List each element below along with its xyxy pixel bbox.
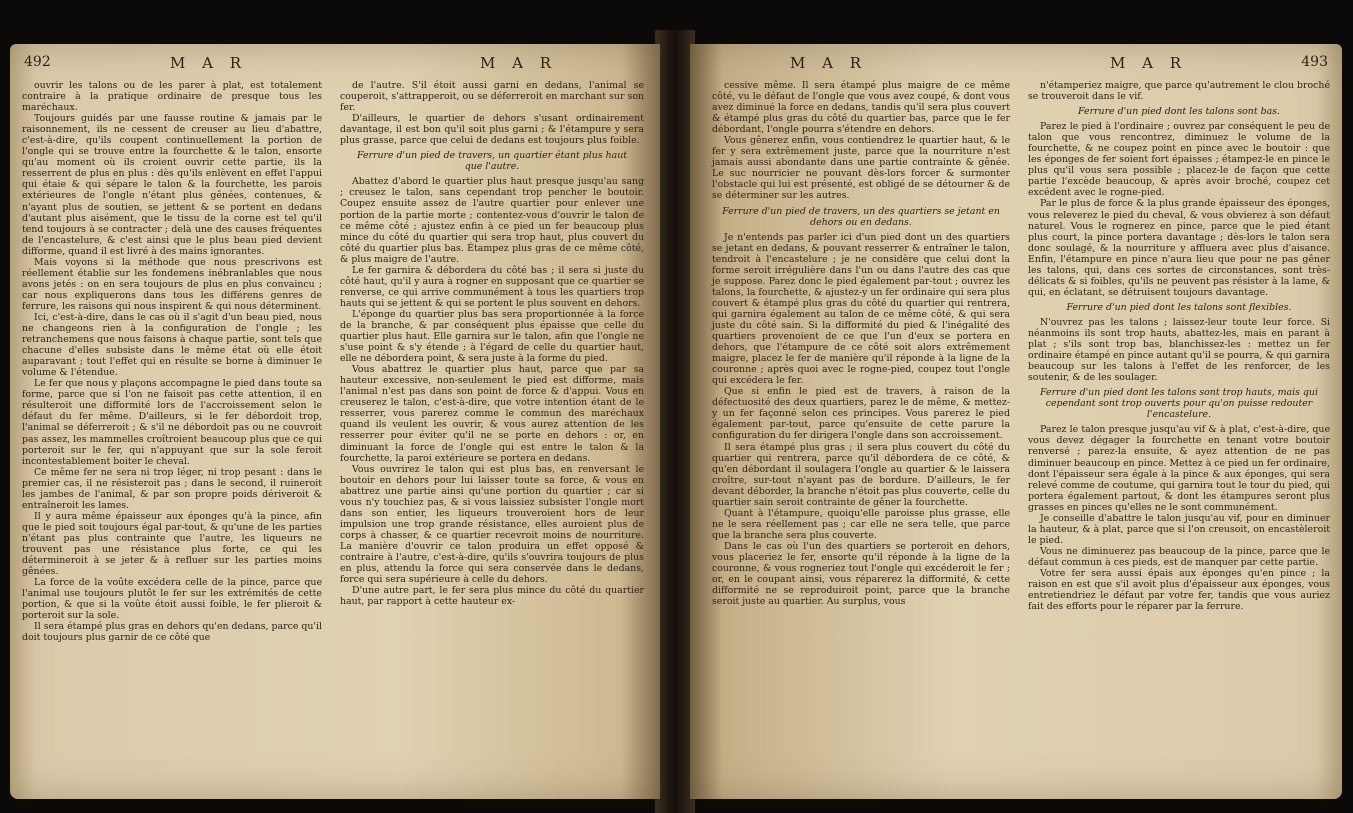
paragraph: Abattez d'abord le quartier plus haut presque jusqu'au sang ; creusez le talon, sans cependant trop pencher le boutoir. Coupez ensuite assez de l'autre quartier pour enlever une portion de la partie morte ; contentez-vous d'ouvrir le talon de ce même côté ; ajustez enfin à ce pied un fer beaucoup plus mince du côté du quartier qui sera trop haut, plus couvert du côté du quartier plus bas. Étampez plus gras de ce même côté, & plus maigre de l'autre.: [340, 176, 644, 265]
running-head: M A R: [480, 54, 558, 72]
section-heading: Ferrure d'un pied dont les talons sont bas.: [1078, 106, 1280, 118]
right-page: [690, 44, 1342, 799]
paragraph: Vous gênerez enfin, vous contiendrez le quartier haut, & le fer y sera extrêmement juste, parce que la nourriture n'est jamais aussi abondante dans une partie contrainte & gênée. Le suc nourricier ne pouvant dès-lors forcer & surmonter l'obstacle qui lui est présenté, est obligé de se détourner & de se déterminer sur les autres.: [712, 135, 1010, 202]
paragraph: L'éponge du quartier plus bas sera proportionnée à la force de la branche, & par conséquent plus épaisse que celle du quartier plus haut. Elle garnira sur le talon, afin que l'ongle ne s'use point & s'y étende ; à l'égard de celle du quartier haut, elle ne débordera point, & sera juste à la forme du pied.: [340, 308, 644, 365]
text-column-1: [712, 80, 1010, 607]
paragraph: Vous ouvrirez le talon qui est plus bas, en renversant le boutoir en dehors pour lui laisser toute sa force, & vous en abattrez une partie ainsi qu'une portion du quartier ; car si vous n'y touchiez pas, & si vous laissiez subsister l'ongle mort dans son entier, les liqueurs trouveroient hors de leur impulsion une trop grande résistance, elles auroient plus de corps à chasser, & ce quartier recevroit moins de nourriture. La manière d'ouvrir ce talon produira un effet opposé & contraire à l'autre, c'est-à-dire, qu'ils s'ouvrira toujours de plus en plus, attendu la force qui sera conservée dans le dedans, force qui sera supérieure à celle du dehors.: [340, 463, 644, 586]
paragraph: Le fer garnira & débordera du côté bas ; il sera si juste du côté haut, qu'il y aura à rogner en supposant que ce quartier se renverse, ce qui arrive communément à tous les quartiers trop hauts qui se jettent & qui se portent le plus souvent en dehors.: [340, 264, 644, 309]
paragraph: D'ailleurs, le quartier de dehors s'usant ordinairement davantage, il est bon qu'il soit plus garni ; & l'étampure y sera plus grasse, parce que celui de dedans est toujours plus foible.: [340, 113, 644, 147]
paragraph: Je n'entends pas parler ici d'un pied dont un des quartiers se jetant en dedans, & pouvant resserrer & entraîner le talon, tendroit à l'encastelure ; je ne considère que celui dont la forme seroit irrégulière dans l'un ou dans l'autre des cas que je suppose. Parez donc le pied également par-tout ; ouvrez les talons, la fourchette, & ajustez-y un fer ordinaire qui sera plus couvert & étampé plus gras du côté du quartier qui rentrera, qui garnira également au talon de ce même côté, & qui sera juste du côté sain. Si la difformité du pied & l'inégalité des quartiers provenoient de ce que l'un d'eux se portera en dehors, que l'étampure de ce côté soit alors extrêmement maigre, placez le fer de manière qu'il réponde à la ligne de la couronne ; après quoi avec le rogne-pied, coupez tout l'ongle qui excédera le fer.: [712, 231, 1010, 387]
paragraph: Il y aura même épaisseur aux éponges qu'à la pince, afin que le pied soit toujours égal par-tout, & qu'une de les parties n'étant pas plus contrainte que l'autre, les liqueurs ne trouvent pas une résistance plus forte, ce qui les détermineroit à se jeter & à refluer sur les parties moins gênées.: [22, 510, 322, 578]
paragraph: N'ouvrez pas les talons ; laissez-leur toute leur force. Si néanmoins ils sont trop hauts, abattez-les, mais en parant à plat ; s'ils sont trop bas, blanchissez-les : mettez un fer ordinaire étampé en pince autant qu'il se pourra, & qui garnira beaucoup sur les talons à l'effet de les renforcer, de les soutenir, & de les soulager.: [1028, 316, 1330, 384]
running-head: M A R: [1110, 54, 1188, 72]
paragraph: Ici, c'est-à-dire, dans le cas où il s'agit d'un beau pied, nous ne changeons rien à la configuration de l'ongle ; les retranchemens que nous faisons à chaque partie, sont tels que chacune d'elles subsiste dans le même état où elle étoit auparavant ; tout l'effet qui en résulte se borne à diminuer le volume & l'étendue.: [22, 311, 322, 379]
running-head: M A R: [170, 54, 248, 72]
paragraph: Quant à l'étampure, quoiqu'elle paroisse plus grasse, elle ne le sera réellement pas ; car elle ne sera telle, que parce que la branche sera plus couverte.: [712, 507, 1010, 541]
page-number: 493: [1301, 54, 1328, 70]
paragraph: Vous abattrez le quartier plus haut, parce que par sa hauteur excessive, non-seulement le pied est difforme, mais l'animal n'est pas dans son point de force & d'appui. Vous en creuserez le talon, c'est-à-dire, que votre intention étant de le resserrer, vous parerez comme le commun des maréchaux quand ils veulent les ouvrir, & vous aurez attention de les resserrer pour éviter qu'il ne se porte en dehors : or, en diminuant la force de l'ongle qui est entre le talon & la fourchette, la paroi extérieure se portera en dedans.: [340, 364, 644, 464]
paragraph: Parez le talon presque jusqu'au vif & à plat, c'est-à-dire, que vous devez dégager la fourchette en tenant votre boutoir renversé ; parez-la ensuite, & ayez attention de ne pas diminuer beaucoup en pince. Mettez à ce pied un fer ordinaire, dont l'épaisseur sera égale à la pince & aux éponges, qui sera relevé comme de coutume, qui garnira tout le tour du pied, qui portera également partout, & dont les étampures seront plus grasses en pinces qu'elles ne le sont communément.: [1028, 424, 1330, 513]
section-heading: Ferrure d'un pied dont les talons sont flexibles.: [1066, 301, 1292, 313]
paragraph: Le fer que nous y plaçons accompagne le pied dans toute sa forme, parce que si l'on ne faisoit pas cette attention, il en résulteroit une difformité lors de l'accroissement selon le défaut du fer même. D'ailleurs, si le fer débordoit trop, l'animal se déferreroit ; & s'il ne débordoit pas ou ne couvroit pas assez, les mammelles croîtroient beaucoup plus que ce qui porteroit sur le fer, qui n'appuyant que sur la sole feroit incontestablement boiter le cheval.: [22, 378, 322, 467]
paragraph: Votre fer sera aussi épais aux éponges qu'en pince ; la raison en est que s'il avoit plus d'épaisseur aux éponges, vous entretiendriez le défaut par votre fer, tandis que vous auriez fait des efforts pour le réparer par la ferrure.: [1028, 567, 1330, 613]
paragraph: Il sera étampé plus gras ; il sera plus couvert du côté du quartier qui rentrera, parce qu'il débordera de ce côté, & qu'en débordant il soulagera l'ongle au quartier & le laissera croître, sur-tout n'ayant pas de bordure. D'ailleurs, le fer devant déborder, la branche n'étoit pas plus couverte, celle du quartier sain seroit contrainte de gêner la fourchette.: [712, 441, 1010, 508]
paragraph: Par le plus de force & la plus grande épaisseur des éponges, vous releverez le pied du cheval, & vous obvierez à son défaut naturel. Vous le rognerez en pince, parce que le pied étant plus court, la pince portera davantage ; dès-lors le talon sera donc soulagé, & la nourriture y affluera avec plus d'aisance. Enfin, l'étampure en pince n'aura lieu que pour ne pas gêner les talons, qui, dans ces sortes de circonstances, sont très-délicats & si foibles, qu'ils ne peuvent pas résister à la lame, & qui, en éclatant, se détruisent toujours davantage.: [1028, 198, 1330, 298]
book-gutter: [655, 30, 695, 813]
paragraph: D'une autre part, le fer sera plus mince du côté du quartier haut, par rapport à cette hauteur ex-: [340, 585, 644, 608]
section-heading: Ferrure d'un pied de travers, un des quartiers se jetant en dehors ou en dedans.: [722, 205, 1000, 228]
paragraph: cessive même. Il sera étampé plus maigre de ce même côté, vu le défaut de l'ongle que vous avez coupé, & dont vous avez diminué la force en dedans, tandis qu'il sera plus couvert & étampé plus gras du côté du quartier bas, parce que le fer débordant, l'ongle pourra s'étendre en dehors.: [712, 80, 1010, 136]
page-number: 492: [24, 54, 51, 70]
running-head: M A R: [790, 54, 868, 72]
paragraph: n'étamperiez maigre, que parce qu'autrement le clou broché se trouveroit dans le vif.: [1028, 80, 1330, 103]
paragraph: Parez le pied à l'ordinaire ; ouvrez par conséquent le peu de talon que vous rencontrez, diminuez le volume de la fourchette, & ne coupez point en pince avec le boutoir : que les éponges de fer soient fort épaisses ; étampez-le en pince le plus qu'il vous sera possible ; placez-le de façon que cette partie l'excède beaucoup, & après avoir broché, coupez cet excédent avec le rogne-pied.: [1028, 121, 1330, 199]
paragraph: Vous ne diminuerez pas beaucoup de la pince, parce que le défaut commun à ces pieds, est de manquer par cette partie.: [1028, 545, 1330, 568]
text-column-2: [340, 80, 644, 607]
paragraph: Toujours guidés par une fausse routine & jamais par le raisonnement, ils ne cessent de creuser au lieu d'abattre, c'est-à-dire, qu'ils coupent continuellement la portion de l'ongle qui se trouve entre la fourchette & le talon, ensorte qu'au moment où ils croient ouvrir cette partie, ils la resserrent de plus en plus : dès qu'ils enlèvent en effet l'appui qui étaie & qui sépare le talon & la fourchette, les parois extérieures de l'ongle n'étant plus gênées, contenues, & n'ayant plus de soutien, se jettent & se portent en dedans d'autant plus aisément, que le tissu de la corne est tel qu'il tend toujours à se contracter ; delà une des causes fréquentes de l'encastelure, & c'est ainsi que le plus beau pied devient difforme, quand il est livré à des mains ignorantes.: [22, 113, 322, 257]
paragraph: Dans le cas où l'un des quartiers se porteroit en dehors, vous placeriez le fer, ensorte qu'il réponde à la ligne de la couronne, & vous rogneriez tout l'ongle qui excéderoit le fer ; or, en le coupant ainsi, vous réparerez la difformité, & cette difformité ne se reproduiroit point, parce que la branche seroit juste au quartier. Au surplus, vous: [712, 540, 1010, 608]
section-heading: Ferrure d'un pied dont les talons sont trop hauts, mais qui cependant sont trop ouverts pour qu'on puisse redouter l'encastelure.: [1040, 387, 1318, 421]
paragraph: Je conseille d'abattre le talon jusqu'au vif, pour en diminuer la hauteur, & à plat, parce que si l'on creusoit, on encastèleroit le pied.: [1028, 512, 1330, 546]
paragraph: Mais voyons si la méthode que nous prescrivons est réellement établie sur les fondemens inébranlables que nous avons jetés : on en sera toujours de plus en plus convaincu ; car nous expliquerons dans tous les différens genres de ferrure, les raisons qui nous inspirent & qui nous déterminent.: [22, 256, 322, 312]
text-column-1: [22, 80, 322, 643]
section-heading: Ferrure d'un pied de travers, un quartier étant plus haut que l'autre.: [356, 150, 628, 173]
paragraph: Ce même fer ne sera ni trop léger, ni trop pesant : dans le premier cas, il ne résisteroit pas ; dans le second, il ruineroit les jambes de l'animal, & par son propre poids dériveroit & entraîneroit les lames.: [22, 466, 322, 511]
paragraph: La force de la voûte excédera celle de la pince, parce que l'animal use toujours plutôt le fer sur les extrémités de cette portion, & que si la voûte étoit aussi foible, le fer plieroit & porteroit sur la sole.: [22, 577, 322, 622]
text-column-2: [1028, 80, 1330, 612]
paragraph: Il sera étampé plus gras en dehors qu'en dedans, parce qu'il doit toujours plus garnir de ce côté que: [22, 621, 322, 644]
paragraph: de l'autre. S'il étoit aussi garni en dedans, l'animal se couperoit, s'attrapperoit, ou se déferreroit en marchant sur son fer.: [340, 80, 644, 114]
paragraph: ouvrir les talons ou de les parer à plat, est totalement contraire à la pratique ordinaire de presque tous les maréchaux.: [22, 80, 322, 114]
left-page: [10, 44, 660, 799]
paragraph: Que si enfin le pied est de travers, à raison de la défectuosité des deux quartiers, parez le de même, & mettez-y un fer façonné selon ces principes. Vous parerez le pied également par-tout, parce qu'ensuite de cette parure la configuration du fer dirigera l'ongle dans son accroissement.: [712, 386, 1010, 442]
